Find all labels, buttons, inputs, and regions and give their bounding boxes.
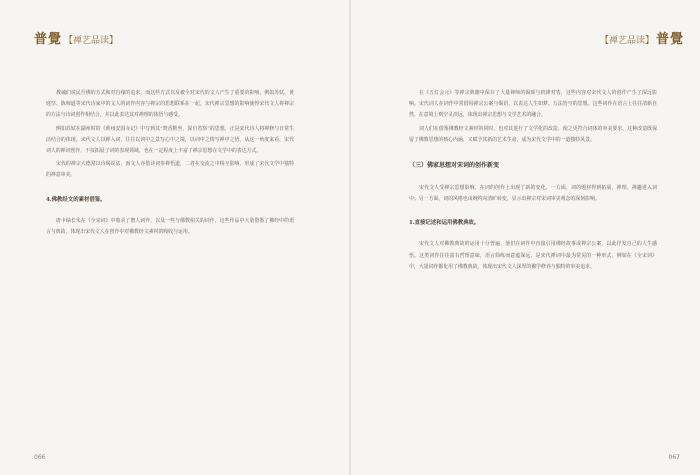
section-heading: （三）佛家思想对宋词的创作新变 xyxy=(409,162,500,170)
column-label: 【禅艺品读】 xyxy=(64,36,119,46)
publication-logo: 普覺 xyxy=(34,32,63,47)
subsection-heading: 4.佛教经文的素材借鉴。 xyxy=(46,196,106,203)
paragraph: 宋代的禅宗大德常以诗偈说法，而文人亦借诗词参禅悟道，二者在交流之中相互影响，形成了宋代文学中独特的禅意审美。 xyxy=(46,161,294,179)
paragraph: 唐卡绿长朱在《全宋词》中收录了僧人词作，以及一些与佛教相关的词作，这些作品中大量借鉴了佛经中的语言与典故，体现出宋代文人在创作中对佛教经文素材的吸收与运用。 xyxy=(46,217,294,235)
paragraph: 宋代文人对佛教典故的运用十分普遍，他们在词作中直接引用佛经故事或禅宗公案，以此抒发自己的人生感悟。这类词作往往富有哲理意味，语言简练而意蕴深远，是宋代禅词中最为常见的一种形式。例如在《全宋词》中，大量词作都化用了佛教典故，体现出宋代文人深厚的佛学修养与独特的审美追求。 xyxy=(409,241,657,270)
subsection-heading: 1.直接记述和运用佛教典故。 xyxy=(409,220,480,227)
right-page-body xyxy=(409,88,657,275)
paragraph: 在《五灯会元》等禅宗典籍中保存了大量禅师的偈颂与机锋对答，这些内容对宋代文人的创作产生了深远影响。宋代词人在词作中常借用禅宗公案与偈语，以表达人生如梦、万法皆空的思想。这些词作在语言上往往清新自然，在意境上则空灵淡远，体现出禅宗思想与文学艺术的融合。 xyxy=(409,90,657,119)
paragraph: 词人们在借鉴佛教经文素材的同时，也对其进行了文学化的改造，使之更符合词体的审美要求。这种改造既保留了佛教思想的核心内涵，又赋予其新的艺术生命，成为宋代文学中的一道独特风景。 xyxy=(409,125,657,143)
page-number: 067 xyxy=(668,454,680,461)
publication-logo: 普覺 xyxy=(655,32,684,47)
left-page-body xyxy=(46,88,294,240)
right-page-header xyxy=(600,28,684,47)
paragraph: 宋代文人受禅宗思想影响，在词的创作上出现了新的变化。一方面，词的题材得到拓展，禅理、禅趣进入词中；另一方面，词的风格也由婉约向清旷转变，显示出禅宗对宋词审美观念的深刻影响。 xyxy=(409,185,657,203)
paragraph: 教诫们说民吾佛的方式和对自缘的追求。而这些方式以及被全对宋代的文人产生了重要的影响，例如苏轼、黄庭坚、陈师道等宋代诗家中的文人的词作内容与禅宗的思想联系在一起。宋代禅宗思想的影响使得宋代文人将禅宗的方法与诗词创作相结合，并以此表达其对禅理的体悟与感受。 xyxy=(46,90,294,119)
paragraph: 例如苏轼在湖州时的《黄州安国寺记》中写到其“焚香默坐，深自省察”的思想，正是宋代诗人将禅修与日常生活结合的体现。宋代文人以禅入词，往往以词中之景写心中之境，以词中之情写禅中之悟。从这一角度来看，宋代词人的禅词创作，不仅拓展了词的表现领域，也在一定程度上丰富了禅宗思想在文学中的表达方式。 xyxy=(46,125,294,155)
right-page xyxy=(351,0,700,475)
left-page-header xyxy=(34,28,118,47)
left-page xyxy=(0,0,349,475)
page-number: 066 xyxy=(34,454,46,461)
column-label: 【禅艺品读】 xyxy=(599,36,654,46)
